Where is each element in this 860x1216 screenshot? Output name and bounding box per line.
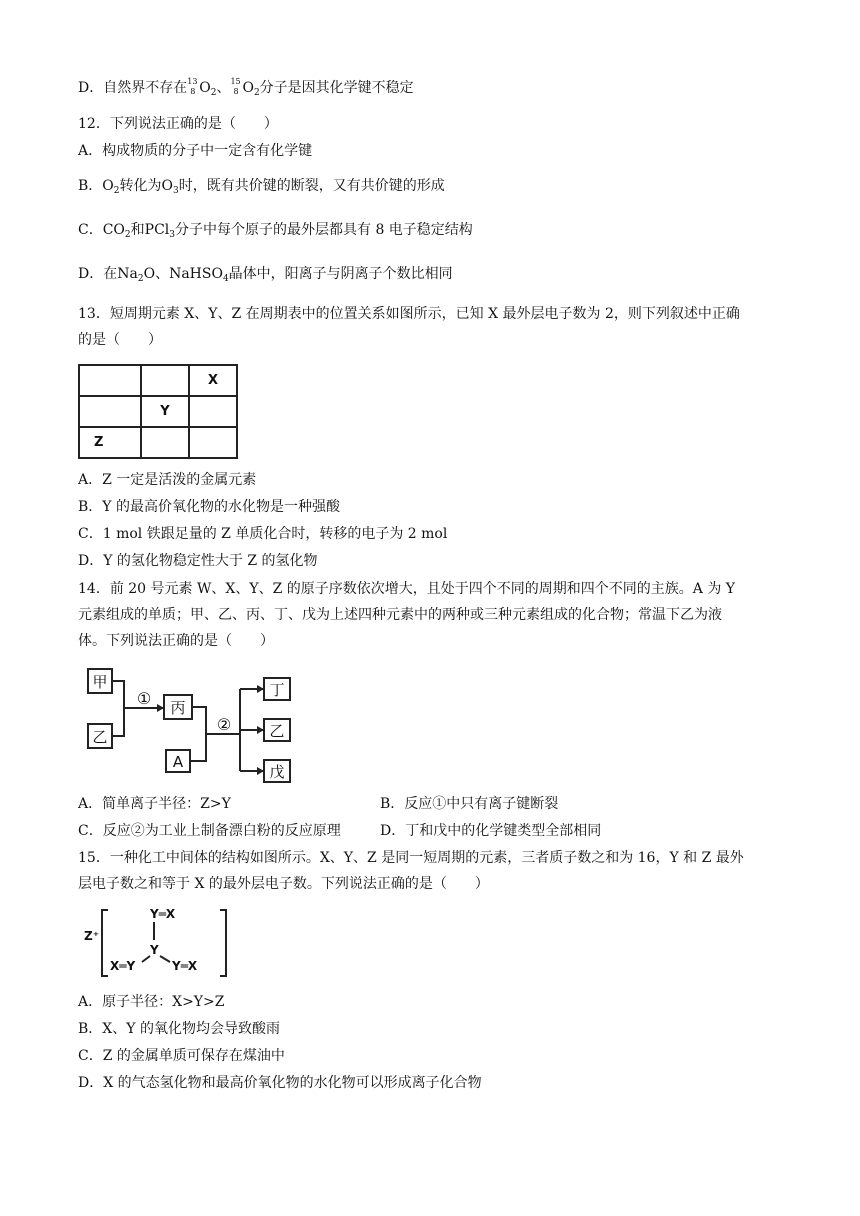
q15-option-c: C．Z 的金属单质可保存在煤油中	[78, 1048, 285, 1064]
q14-stem-line2: 元素组成的单质；甲、乙、丙、丁、戊为上述四种元素中的两种或三种元素组成的化合物；常温下乙为液	[78, 607, 722, 623]
q12-option-c: C．$CO_2$和PCl$_3$分子中每个原子的最外层都具有 8 电子稳定结构	[78, 222, 473, 240]
struct-center: Y	[150, 943, 159, 957]
q12-option-a: A．构成物质的分子中一定含有化学键	[78, 143, 313, 159]
isotope-o13: 13 8	[187, 77, 198, 96]
grid-cell	[79, 365, 141, 396]
grid-cell-x: X	[189, 365, 237, 396]
q12-option-d: D．在$Na_2O$、NaHSO$_4$晶体中，阳离子与阴离子个数比相同	[78, 266, 453, 284]
q15-option-d: D．X 的气态氢化物和最高价氧化物的水化物可以形成离子化合物	[78, 1075, 482, 1091]
grid-cell	[141, 427, 189, 458]
q15-stem-line2: 层电子数之和等于 X 的最外层电子数。下列说法正确的是（ ）	[78, 876, 489, 892]
label-yi: 乙	[92, 728, 108, 746]
periodic-grid	[78, 364, 238, 459]
q15-option-b: B．X、Y 的氧化物均会导致酸雨	[78, 1021, 280, 1037]
struct-top: Y═X	[150, 907, 176, 921]
label-ding: 丁	[269, 681, 285, 699]
grid-cell	[141, 365, 189, 396]
label-yi2: 乙	[269, 722, 285, 740]
q12-option-b: B．$O_2$转化为$O_3$时，既有共价键的断裂，又有共价键的形成	[78, 178, 445, 196]
bond-right	[160, 956, 170, 962]
q14-stem-line3: 体。下列说法正确的是（ ）	[78, 633, 274, 649]
right-bracket	[220, 910, 226, 976]
q14-option-a: A．简单离子半径：Z>Y	[78, 796, 231, 812]
q14-option-c: C．反应②为工业上制备漂白粉的反应原理	[78, 823, 341, 839]
q14-stem-line1: 14．前 20 号元素 W、X、Y、Z 的原子序数依次增大，且处于四个不同的周期和四个不同的主族。A 为 Y	[78, 581, 736, 597]
q15-stem-line1: 15．一种化工中间体的结构如图所示。X、Y、Z 是同一短周期的元素，三者质子数之和为 16，Y 和 Z 最外	[78, 850, 744, 866]
label-a: A	[172, 753, 184, 771]
q13-option-b: B．Y 的最高价氧化物的水化物是一种强酸	[78, 499, 340, 515]
grid-cell	[189, 396, 237, 427]
grid-cell-z: Z	[79, 427, 141, 458]
label-step1: ①	[136, 689, 152, 708]
grid-cell-y: Y	[141, 396, 189, 427]
q12-stem: 12．下列说法正确的是（ ）	[78, 116, 278, 132]
q11-option-d: D．自然界不存在 13 8 $O_2$、 15 8 $O_2$分子是因其化学键不稳定	[78, 77, 414, 98]
label-wu: 戊	[269, 763, 285, 781]
left-bracket	[102, 910, 108, 976]
periodic-table-figure	[78, 364, 238, 459]
structure-figure	[82, 904, 232, 984]
struct-left: X═Y	[110, 959, 136, 973]
grid-cell	[189, 427, 237, 458]
q14-option-d: D．丁和戊中的化学键类型全部相同	[380, 823, 602, 839]
bond-left	[142, 956, 150, 962]
struct-cation: Z⁺	[84, 929, 100, 943]
struct-right: Y═X	[172, 959, 198, 973]
q15-option-a: A．原子半径：X>Y>Z	[78, 994, 225, 1010]
q13-option-c: C．1 mol 铁跟足量的 Z 单质化合时，转移的电子为 2 mol	[78, 526, 448, 542]
q13-stem-line2: 的是（ ）	[78, 332, 162, 348]
label-step2: ②	[216, 715, 232, 734]
isotope-o15: 15 8	[230, 77, 241, 96]
grid-cell	[79, 396, 141, 427]
q13-option-a: A．Z 一定是活泼的金属元素	[78, 472, 257, 488]
q14-option-b: B．反应①中只有离子键断裂	[380, 796, 559, 812]
q13-stem-line1: 13．短周期元素 X、Y、Z 在周期表中的位置关系如图所示，已知 X 最外层电子数为 2，则下列叙述中正确	[78, 306, 740, 322]
label-jia: 甲	[92, 673, 108, 691]
q13-option-d: D．Y 的氢化物稳定性大于 Z 的氢化物	[78, 553, 318, 569]
label-bing: 丙	[170, 699, 186, 717]
reaction-flow-diagram	[84, 664, 304, 786]
